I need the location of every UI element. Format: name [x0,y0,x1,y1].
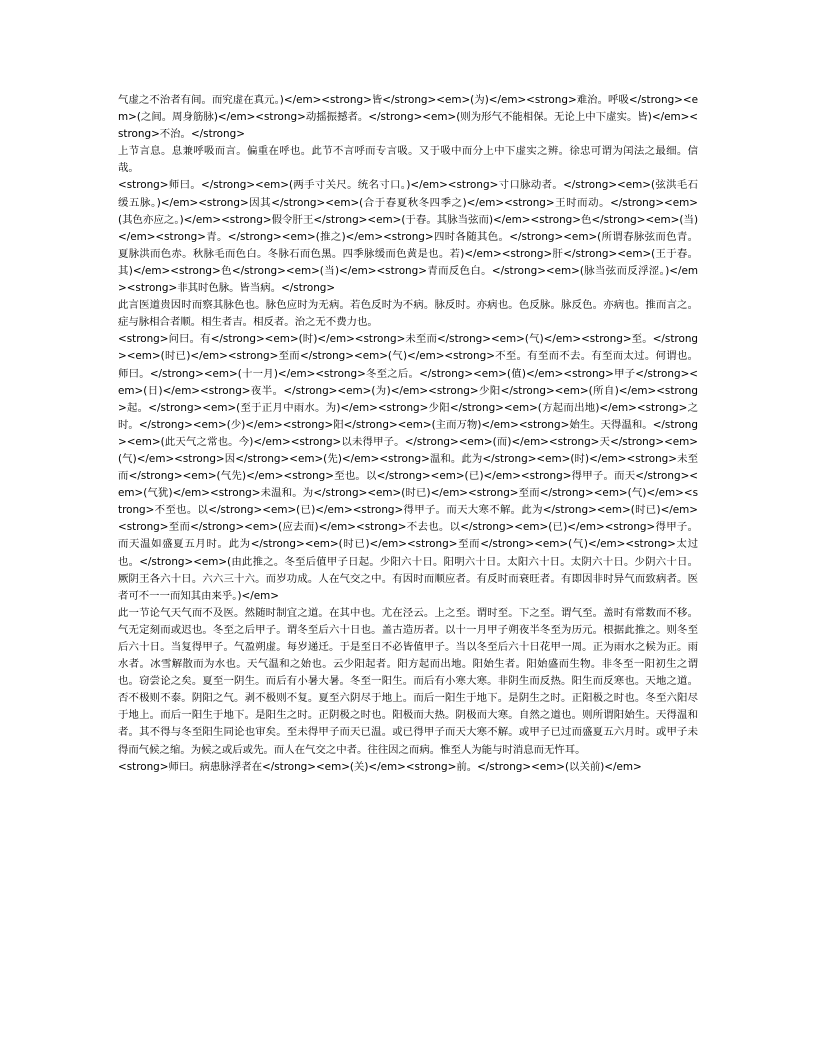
paragraph: 此一节论气天气而不及医。然随时制宜之道。在其中也。尤在泾云。上之至。谓时至。下之至。谓气至。盖时有常数而不移。气无定刻而或迟也。冬至之后甲子。谓冬至后六十日也。盖古造历者。以十一月甲子朔夜半冬至为历元。根据此推之。则冬至后六十日。当复得甲子。气盈朔虚。每岁递迁。于是至日不必皆值甲子。当以冬至后六十日花甲一周。正为雨水之候为正。雨水者。冰雪解散而为水也。天气温和之始也。云少阳起者。阳方起而出地。阳始生者。阳始盛而生物。非冬至一阳初生之谓也。窃尝论之矣。夏至一阴生。而后有小暑大暑。冬至一阳生。而后有小寒大寒。非阴生而反热。阳生而反寒也。天地之道。否不极则不泰。阴阳之气。剥不极则不复。夏至六阴尽于地上。而后一阳生于地下。是阴生之时。正阳极之时也。冬至六阳尽于地上。而后一阳生于地下。是阳生之时。正阴极之时也。阳极而大热。阴极而大寒。自然之道也。则所谓阳始生。天得温和者。其不得与冬至阳生同论也审矣。至未得甲子而天已温。或已得甲子而天大寒不解。或甲子已过而盛夏五六月时。或甲子未得而气候之缩。为候之或后或先。而人在气交之中者。往往因之而病。惟至人为能与时消息而无忤耳。 [118,606,698,756]
paragraph: <strong>师曰。病患脉浮者在</strong><em>(关)</em><strong>前。</strong><em>(以关前)</em> [118,760,642,773]
paragraph: 上节言息。息兼呼吸而言。偏重在呼也。此节不言呼而专言吸。又于吸中而分上中下虚实之辨。徐忠可谓为闰法之最细。信哉。 [118,145,698,175]
paragraph: <strong>问曰。有</strong><em>(时)</em><strong>未至而</strong><em>(气)</em><strong>至。</strong><em>(时已)</em><strong>至而</strong><em>(气)</em><strong>不至。有至而不去。有至而太过。何谓也。师曰。</strong><em>(十一月)</em><strong>冬至之后。</strong><em>(值)</em><strong>甲子</strong><em>(日)</em><strong>夜半。</strong><em>(为)</em><strong>少阳</strong><em>(所自)</em><strong>起。</strong><em>(至于正月中雨水。为)</em><strong>少阳</strong><em>(方起而出地)</em><strong>之时。</strong><em>(少)</em><strong>阳</strong><em>(主而万物)</em><strong>始生。天得温和。</strong><em>(此天气之常也。今)</em><strong>以未得甲子。</strong><em>(而)</em><strong>天</strong><em>(气)</em><strong>因</strong><em>(先)</em><strong>温和。此为</strong><em>(时)</em><strong>未至而</strong><em>(气先)</em><strong>至也。以</strong><em>(已)</em><strong>得甲子。而天</strong><em>(气犹)</em><strong>未温和。为</strong><em>(时已)</em><strong>至而</strong><em>(气)</em><strong>不至也。以</strong><em>(已)</em><strong>得甲子。而天大寒不解。此为</strong><em>(时已)</em><strong>至而</strong><em>(应去而)</em><strong>不去也。以</strong><em>(已)</em><strong>得甲子。而天温如盛夏五月时。此为</strong><em>(时已)</em><strong>至而</strong><em>(气)</em><strong>太过也。</strong><em>(由此推之。冬至后值甲子日起。少阳六十日。阳明六十日。太阳六十日。太阴六十日。少阴六十日。厥阴王各六十日。六六三十六。而岁功成。人在气交之中。有因时而顺应者。有反时而衰旺者。有即因非时异气而致病者。医者可不一一而知其由来乎。)</em> [118,333,698,602]
document-body [118,92,698,776]
paragraph: 此言医道贵因时而察其脉色也。脉色应时为无病。若色反时为不病。脉反时。亦病也。色反脉。脉反色。亦病也。推而言之。症与脉相合者顺。相生者吉。相反者。治之无不费力也。 [118,299,698,329]
paragraph: <strong>师曰。</strong><em>(两手寸关尺。统名寸口。)</em><strong>寸口脉动者。</strong><em>(弦洪毛石缓五脉。)</em><strong>因其</strong><em>(合于春夏秋冬四季之)</em><strong>王时而动。</strong><em>(其色亦应之。)</em><strong>假令肝王</strong><em>(于春。其脉当弦而)</em><strong>色</strong><em>(当)</em><strong>青。</strong><em>(推之)</em><strong>四时各随其色。</strong><em>(所谓春脉弦而色青。夏脉洪而色赤。秋脉毛而色白。冬脉石而色黑。四季脉缓而色黄是也。若)</em><strong>肝</strong><em>(王于春。其)</em><strong>色</strong><em>(当)</em><strong>青而反色白。</strong><em>(脉当弦而反浮涩。)</em><strong>非其时色脉。皆当病。</strong> [118,179,698,295]
paragraph: 气虚之不治者有间。而究虚在真元。)</em><strong>皆</strong><em>(为)</em><strong>难治。呼吸</strong><em>(之间。周身筋脉)</em><strong>动摇振撼者。</strong><em>(则为形气不能相保。无论上中下虚实。皆)</em><strong>不治。</strong> [118,94,698,141]
